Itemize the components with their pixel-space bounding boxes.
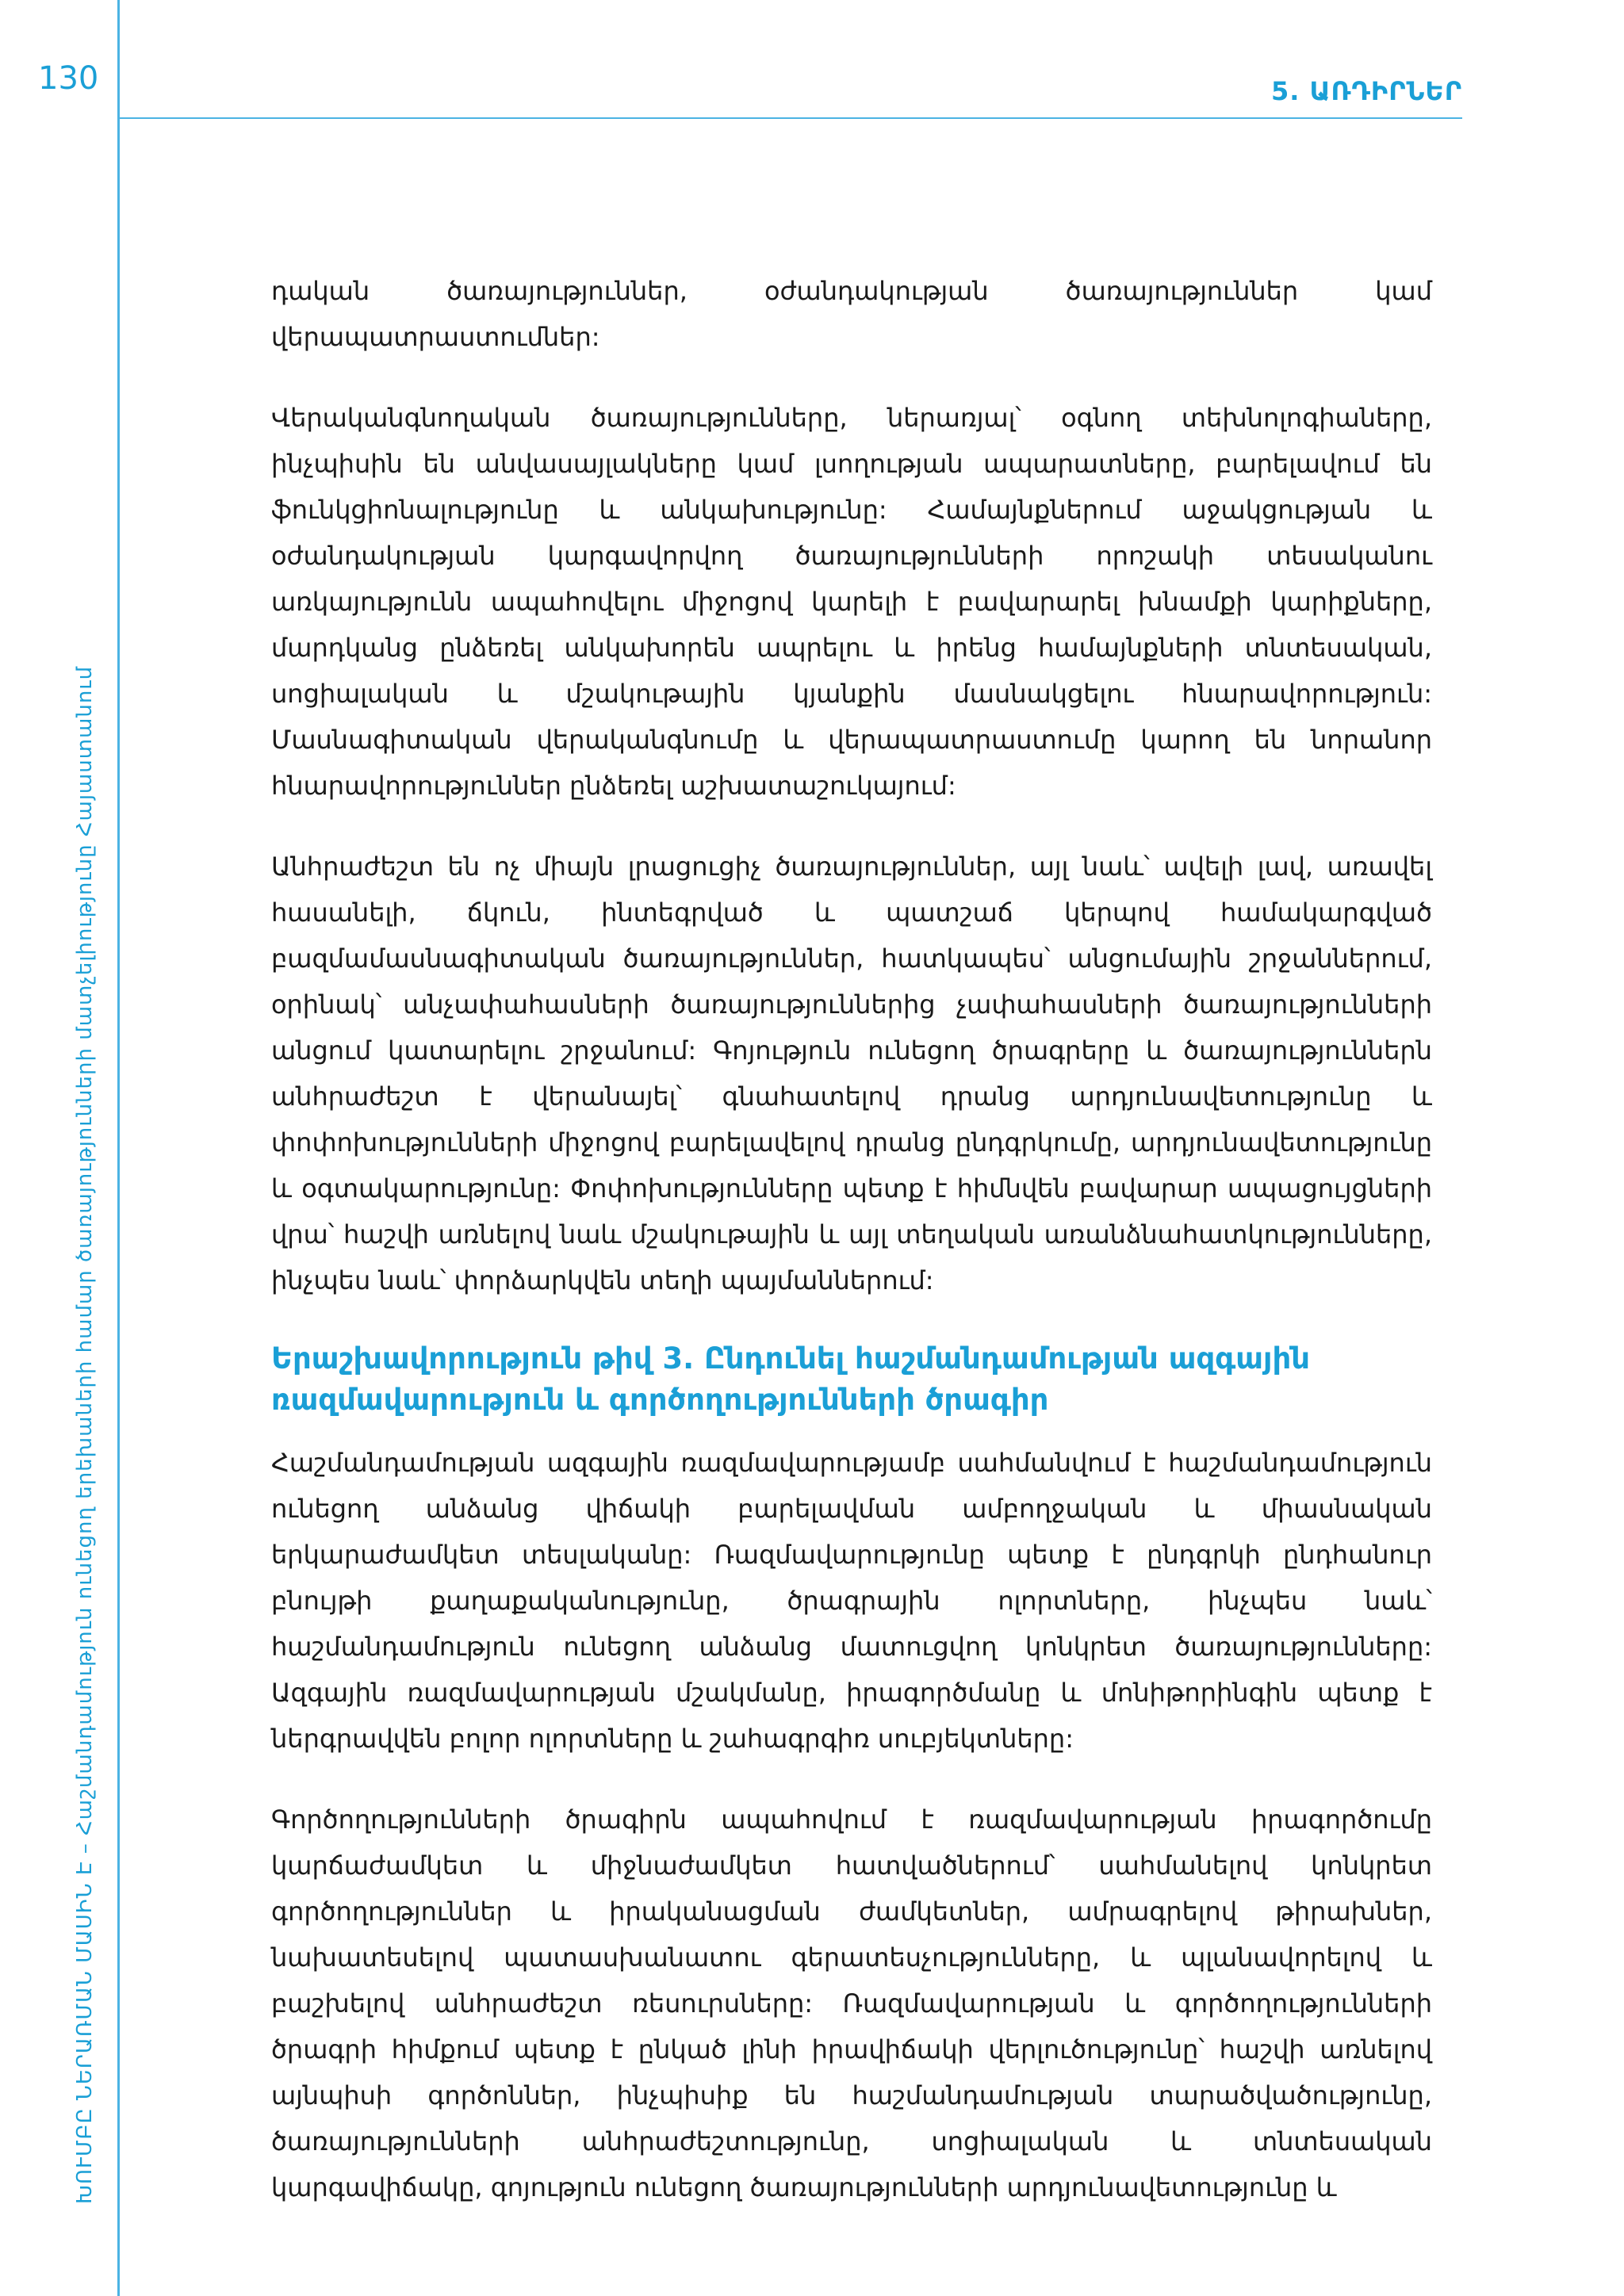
page-number: 130 — [38, 60, 99, 97]
main-content — [271, 268, 1432, 2245]
chapter-title: 5. ԱՌԴԻՐՆԵՐ — [1270, 76, 1462, 106]
paragraph-2: Վերականգնողական ծառայությունները, ներառյալ՝ օգնող տեխնոլոգիաները, ինչպիսին են անվասայլակները կամ լսողության ապարատները, բարելավում են ֆունկցիոնալությունը և անկախությունը: Համայնքներում աջակցության և օժանդակության կարգավորվող ծառայությունների որոշակի տեսականու առկայությունն ապահովելու միջոցով կարելի է բավարարել խնամքի կարիքները, մարդկանց ընձեռել անկախորեն ապրելու և իրենց համայնքների տնտեսական, սոցիալական և մշակութային կյանքին մասնակցելու հնարավորություն: Մասնագիտական վերականգնումը և վերապատրաստումը կարող են նորանոր հնարավորություններ ընձեռել աշխատաշուկայում: — [271, 403, 1432, 801]
section-paragraph-1: Հաշմանդամության ազգային ռազմավարությամբ սահմանվում է հաշմանդամություն ունեցող անձանց վիճակի բարելավման ամբողջական և միասնական երկարաժամկետ տեսլականը: Ռազմավարությունը պետք է ընդգրկի ընդհանուր բնույթի քաղաքականությունը, ծրագրային ոլորտները, ինչպես նաև՝ հաշմանդամություն ունեցող անձանց մատուցվող կոնկրետ ծառայությունները: Ազգային ռազմավարության մշակմանը, իրագործմանը և մոնիթորինգին պետք է ներգրավվեն բոլոր ոլորտները և շահագրգիռ սուբյեկտները: — [271, 1448, 1432, 1754]
section-paragraph-2: Գործողությունների ծրագիրն ապահովում է ռազմավարության իրագործումը կարճաժամկետ և միջնաժամկետ հատվածներում՝ սահմանելով կոնկրետ գործողություններ և իրականացման ժամկետներ, ամրագրելով թիրախներ, նախատեսելով պատասխանատու գերատեսչությունները, և պլանավորելով և բաշխելով անհրաժեշտ ռեսուրսները: Ռազմավարության և գործողությունների ծրագրի հիմքում պետք է ընկած լինի իրավիճակի վերլուծությունը՝ հաշվի առնելով այնպիսի գործոններ, ինչպիսիք են հաշմանդամության տարածվածությունը, ծառայությունների անհրաժեշտությունը, սոցիալական և տնտեսական կարգավիճակը, գոյություն ունեցող ծառայությունների արդյունավետությունը և — [271, 1804, 1432, 2202]
section-heading: Երաշխավորություն թիվ 3. Ընդունել հաշմանդամության ազգային ռազմավարություն և գործողությունների ծրագիր — [271, 1341, 1310, 1417]
vertical-rule — [117, 0, 120, 2296]
running-title: ԽՈՒՄԲԸ ՆԵՐԱՌՄԱՆ ՄԱՍԻՆ Է – Հաշմանդամություն ունեցող երեխաների համար ծառայությունների մատչելիությունը Հայաստանում — [73, 665, 97, 2204]
paragraph-1: դական ծառայություններ, օժանդակության ծառայություններ կամ վերապատրաստումներ: — [271, 276, 1432, 352]
header-rule — [117, 117, 1462, 119]
paragraph-3: Անհրաժեշտ են ոչ միայն լրացուցիչ ծառայություններ, այլ նաև՝ ավելի լավ, առավել հասանելի, ճկուն, ինտեգրված և պատշաճ կերպով համակարգված բազմամասնագիտական ծառայություններ, հատկապես՝ անցումային շրջաններում, օրինակ՝ անչափահասների ծառայություններից չափահասների ծառայությունների անցում կատարելու շրջանում: Գոյություն ունեցող ծրագրերը և ծառայություններն անհրաժեշտ է վերանայել՝ գնահատելով դրանց արդյունավետությունը և փոփոխությունների միջոցով բարելավելով դրանց ընդգրկումը, արդյունավետությունը և օգտակարությունը: Փոփոխությունները պետք է հիմնվեն բավարար ապացույցների վրա՝ հաշվի առնելով նաև մշակութային և այլ տեղական առանձնահատկությունները, ինչպես նաև՝ փորձարկվեն տեղի պայմաններում: — [271, 851, 1432, 1295]
